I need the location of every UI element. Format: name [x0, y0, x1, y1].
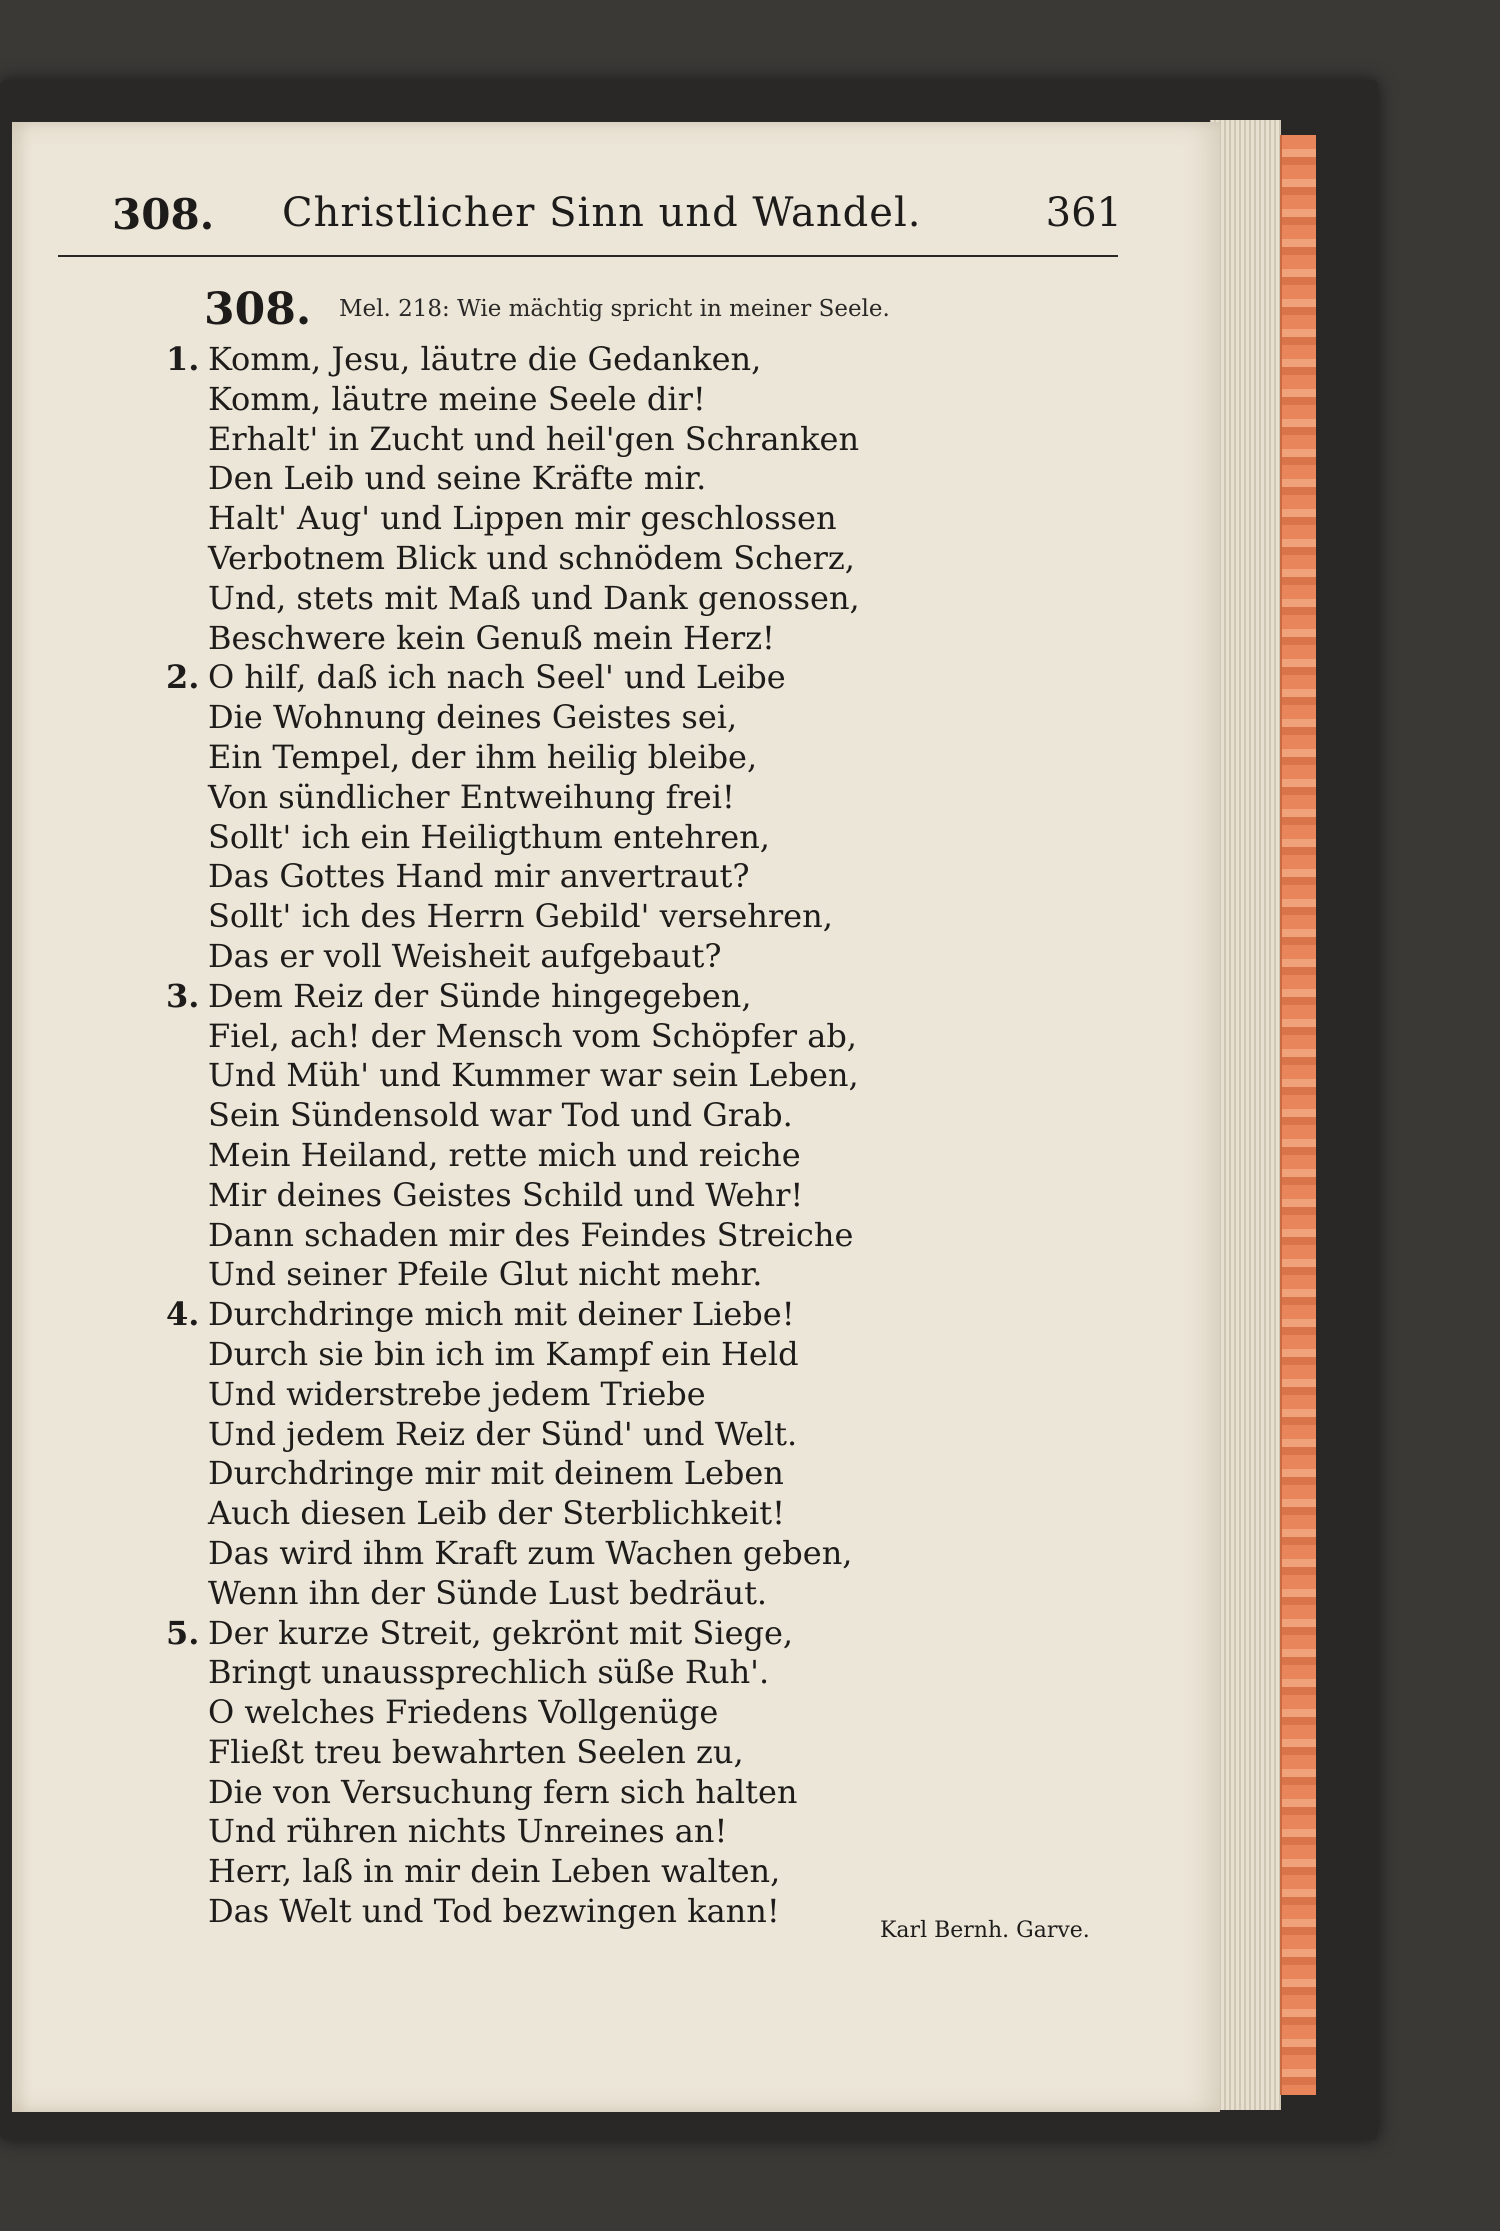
- verse-line: [152, 818, 1032, 858]
- verse-line: [152, 1494, 1032, 1534]
- author-attribution: Karl Bernh. Garve.: [880, 1918, 1090, 1943]
- verse-text: Durchdringe mich mit deiner Liebe!: [208, 1295, 795, 1334]
- hymn-number: 308.: [204, 284, 312, 335]
- header-rule: [58, 255, 1118, 257]
- verse-line: [152, 738, 1032, 778]
- verse-line: [152, 1653, 1032, 1693]
- verse-line: [152, 937, 1032, 977]
- hymn-heading: [204, 284, 1104, 344]
- verse-line: [152, 1614, 1032, 1654]
- verse-line: [152, 1255, 1032, 1295]
- red-page-edge: [1280, 135, 1316, 2095]
- verse-text: Halt' Aug' und Lippen mir geschlossen: [208, 499, 837, 538]
- running-header: [112, 190, 1122, 250]
- verse-line: [152, 1693, 1032, 1733]
- verse-text: Verbotnem Blick und schnödem Scherz,: [208, 538, 855, 577]
- verse-text: Durch sie bin ich im Kampf ein Held: [208, 1334, 799, 1373]
- verse-text: Und seiner Pfeile Glut nicht mehr.: [208, 1255, 763, 1294]
- verse-text: Fließt treu bewahrten Seelen zu,: [208, 1732, 744, 1771]
- verse-line: [152, 1176, 1032, 1216]
- verse-line: [152, 1733, 1032, 1773]
- verse-text: Herr, laß in mir dein Leben walten,: [208, 1852, 781, 1891]
- verse-text: Die Wohnung deines Geistes sei,: [208, 698, 738, 737]
- verse-text: O hilf, daß ich nach Seel' und Leibe: [208, 658, 786, 697]
- verse-line: [152, 1096, 1032, 1136]
- header-hymn-number: 308.: [112, 190, 215, 239]
- verse-line: [152, 1375, 1032, 1415]
- verse-line: [152, 619, 1032, 659]
- verse-number: 5.: [166, 1613, 200, 1652]
- verse-line: [152, 1216, 1032, 1256]
- verse-line: [152, 1056, 1032, 1096]
- verse-text: Und widerstrebe jedem Triebe: [208, 1374, 706, 1413]
- verse-text: Und jedem Reiz der Sünd' und Welt.: [208, 1414, 798, 1453]
- verse-line: [152, 977, 1032, 1017]
- verse-line: [152, 1415, 1032, 1455]
- header-title: Christlicher Sinn und Wandel.: [282, 190, 922, 236]
- verse-text: Sein Sündensold war Tod und Grab.: [208, 1096, 793, 1135]
- verse-line: [152, 778, 1032, 818]
- verse-line: [152, 1017, 1032, 1057]
- verse-number: 1.: [166, 340, 200, 378]
- hymn-verses: [152, 340, 1032, 1932]
- verse-number: 4.: [166, 1295, 200, 1334]
- verse-line: [152, 1295, 1032, 1335]
- verse-text: Mir deines Geistes Schild und Wehr!: [208, 1175, 804, 1214]
- verse-text: Von sündlicher Entweihung frei!: [208, 777, 735, 816]
- verse-text: Fiel, ach! der Mensch vom Schöpfer ab,: [208, 1016, 857, 1055]
- verse-line: [152, 499, 1032, 539]
- verse-text: Auch diesen Leib der Sterblichkeit!: [208, 1494, 785, 1533]
- verse-text: Ein Tempel, der ihm heilig bleibe,: [208, 737, 758, 776]
- verse-line: [152, 1812, 1032, 1852]
- verse-line: [152, 380, 1032, 420]
- verse-line: [152, 1136, 1032, 1176]
- verse-text: Den Leib und seine Kräfte mir.: [208, 459, 707, 498]
- verse-line: [152, 698, 1032, 738]
- verse-text: Bringt unaussprechlich süße Ruh'.: [208, 1653, 770, 1692]
- page-edges: [1210, 120, 1281, 2110]
- verse-text: Und rühren nichts Unreines an!: [208, 1812, 728, 1851]
- verse-text: Das wird ihm Kraft zum Wachen geben,: [208, 1533, 853, 1572]
- verse-text: Der kurze Streit, gekrönt mit Siege,: [208, 1613, 794, 1652]
- verse-text: Mein Heiland, rette mich und reiche: [208, 1135, 801, 1174]
- verse-line: [152, 579, 1032, 619]
- verse-text: Die von Versuchung fern sich halten: [208, 1772, 798, 1811]
- verse-text: Sollt' ich ein Heiligthum entehren,: [208, 817, 770, 856]
- verse-text: Und Müh' und Kummer war sein Leben,: [208, 1056, 859, 1095]
- verse-line: [152, 897, 1032, 937]
- verse-line: [152, 1852, 1032, 1892]
- verse-text: O welches Friedens Vollgenüge: [208, 1693, 719, 1732]
- melody-reference: Mel. 218: Wie mächtig spricht in meiner Seele.: [339, 296, 890, 322]
- verse-line: [152, 539, 1032, 579]
- verse-text: Wenn ihn der Sünde Lust bedräut.: [208, 1573, 768, 1612]
- page-number: 361: [1045, 190, 1122, 236]
- verse-text: Beschwere kein Genuß mein Herz!: [208, 618, 775, 657]
- verse-text: Das Gottes Hand mir anvertraut?: [208, 857, 750, 896]
- verse-line: [152, 1454, 1032, 1494]
- verse-text: Das er voll Weisheit aufgebaut?: [208, 936, 722, 975]
- verse-text: Komm, läutre meine Seele dir!: [208, 379, 706, 418]
- verse-text: Komm, Jesu, läutre die Gedanken,: [208, 340, 762, 378]
- verse-line: [152, 857, 1032, 897]
- verse-line: [152, 459, 1032, 499]
- verse-line: [152, 1534, 1032, 1574]
- book-page: [12, 122, 1220, 2112]
- verse-line: [152, 1773, 1032, 1813]
- verse-line: [152, 1335, 1032, 1375]
- verse-text: Das Welt und Tod bezwingen kann!: [208, 1892, 780, 1931]
- verse-line: [152, 658, 1032, 698]
- verse-line: [152, 1574, 1032, 1614]
- verse-text: Und, stets mit Maß und Dank genossen,: [208, 578, 860, 617]
- verse-number: 2.: [166, 658, 200, 697]
- verse-text: Sollt' ich des Herrn Gebild' versehren,: [208, 897, 833, 936]
- verse-text: Dann schaden mir des Feindes Streiche: [208, 1215, 854, 1254]
- verse-text: Durchdringe mir mit deinem Leben: [208, 1454, 784, 1493]
- verse-text: Dem Reiz der Sünde hingegeben,: [208, 976, 752, 1015]
- verse-text: Erhalt' in Zucht und heil'gen Schranken: [208, 419, 860, 458]
- verse-line: [152, 420, 1032, 460]
- verse-number: 3.: [166, 976, 200, 1015]
- verse-line: [152, 340, 1032, 380]
